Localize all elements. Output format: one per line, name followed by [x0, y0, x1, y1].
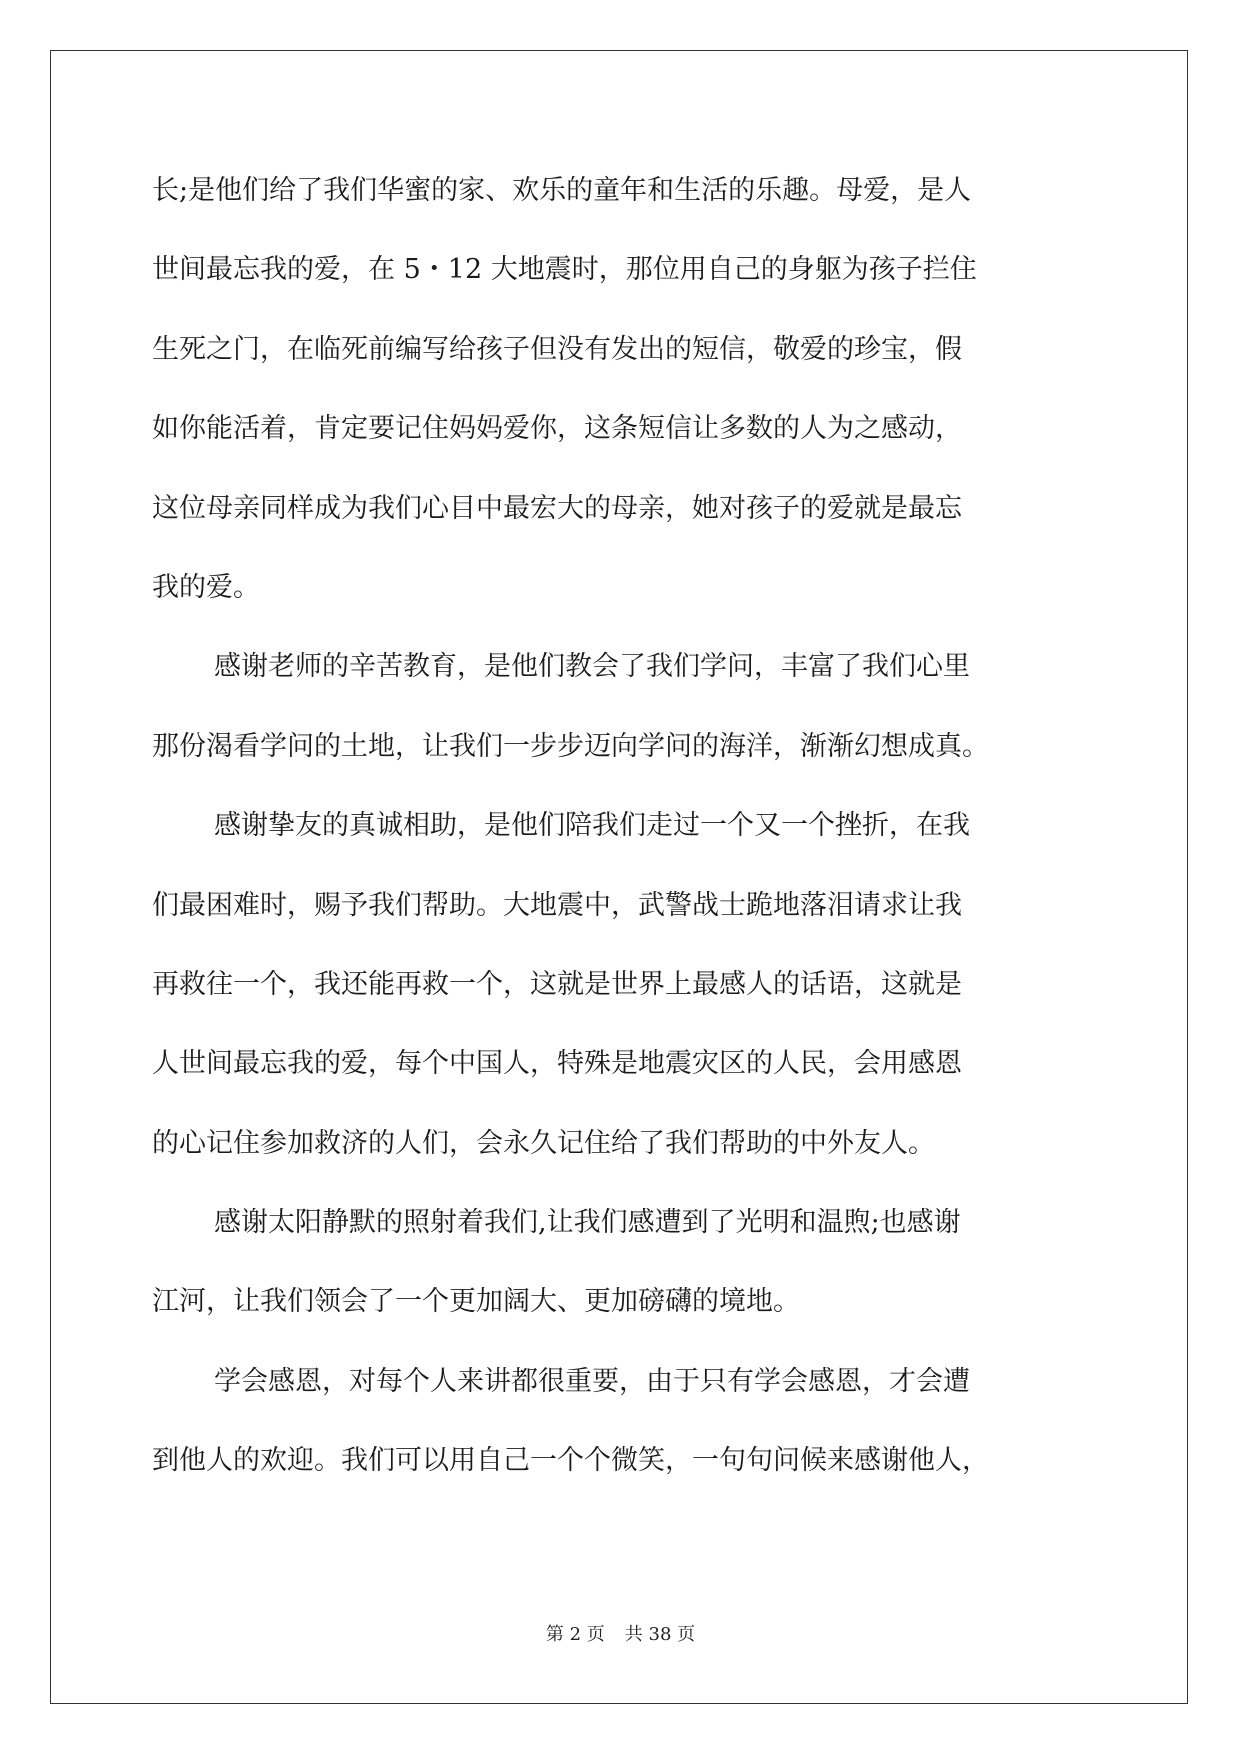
text-line-3: 生死之门，在临死前编写给孩子但没有发出的短信，敬爱的珍宝，假	[152, 333, 962, 365]
page-total: 共 38 页	[624, 1624, 696, 1645]
text-line-4: 如你能活着，肯定要记住妈妈爱你，这条短信让多数的人为之感动，	[152, 413, 962, 445]
document-body	[152, 151, 1092, 1501]
text-line-2: 世间最忘我的爱，在 5・12 大地震时，那位用自己的身躯为孩子拦住	[152, 254, 977, 286]
text-line-16: 学会感恩，对每个人来讲都很重要，由于只有学会感恩，才会遭	[214, 1365, 970, 1397]
text-line-1: 长;是他们给了我们华蜜的家、欢乐的童年和生活的乐趣。母爱，是人	[152, 175, 972, 206]
text-line-14: 感谢太阳静默的照射着我们,让我们感遭到了光明和温煦;也感谢	[214, 1207, 961, 1239]
text-line-15: 江河，让我们领会了一个更加阔大、更加磅礴的境地。	[152, 1286, 800, 1318]
text-line-11: 再救往一个，我还能再救一个，这就是世界上最感人的话语，这就是	[152, 968, 962, 1000]
text-line-17: 到他人的欢迎。我们可以用自己一个个微笑，一句句问候来感谢他人，	[152, 1445, 989, 1477]
text-line-5: 这位母亲同样成为我们心目中最宏大的母亲，她对孩子的爱就是最忘	[152, 492, 962, 524]
page-footer	[0, 1620, 1241, 1646]
text-line-9: 感谢挚友的真诚相助，是他们陪我们走过一个又一个挫折，在我	[214, 810, 970, 842]
text-line-7: 感谢老师的辛苦教育，是他们教会了我们学问，丰富了我们心里	[214, 651, 970, 683]
text-line-10: 们最困难时，赐予我们帮助。大地震中，武警战士跪地落泪请求让我	[152, 889, 962, 921]
text-line-13: 的心记住参加救济的人们，会永久记住给了我们帮助的中外友人。	[152, 1127, 935, 1159]
text-line-8: 那份渴看学问的土地，让我们一步步迈向学问的海洋，渐渐幻想成真。	[152, 730, 989, 762]
text-line-12: 人世间最忘我的爱，每个中国人，特殊是地震灾区的人民，会用感恩	[152, 1048, 962, 1080]
page-number: 第 2 页	[545, 1624, 605, 1645]
text-line-6: 我的爱。	[152, 571, 260, 603]
